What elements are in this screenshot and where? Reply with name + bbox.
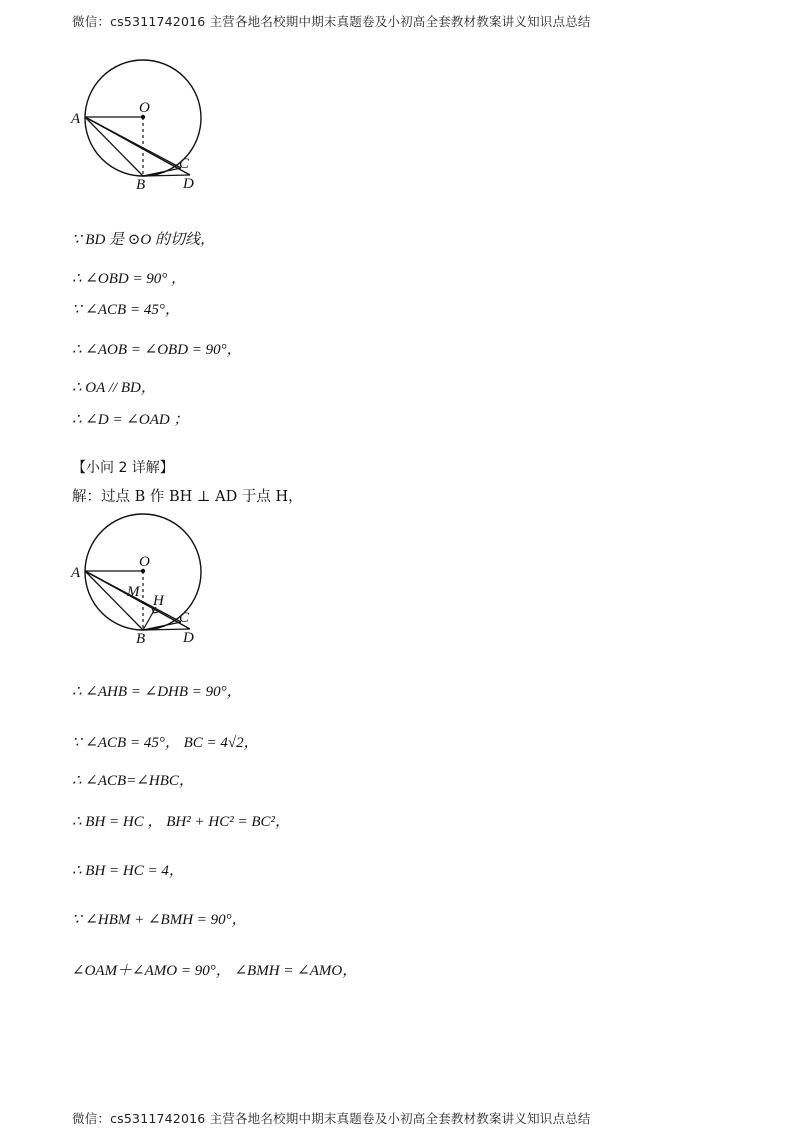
segment-ad bbox=[85, 117, 190, 175]
step-line: ∠OAM＋∠AMO = 90°， ∠BMH = ∠AMO， bbox=[72, 963, 358, 979]
step-line: ∴ ∠AHB = ∠DHB = 90°， bbox=[72, 684, 242, 700]
label-b: B bbox=[136, 631, 146, 647]
label-o: O bbox=[139, 100, 150, 116]
section-title: 【小问 2 详解】 bbox=[72, 460, 174, 476]
label-a: A bbox=[71, 565, 81, 581]
step-line: ∴ ∠AOB = ∠OBD = 90°， bbox=[72, 342, 242, 358]
label-b: B bbox=[136, 177, 146, 193]
step-line: ∴ ∠OBD = 90° ， bbox=[72, 271, 187, 287]
page-footer: 微信：cs5311742016 主营各地名校期中期末真题卷及小初高全套教材教案讲义知识点总结 bbox=[72, 1111, 591, 1126]
label-m: M bbox=[127, 584, 140, 600]
step-line: ∴ ∠D = ∠OAD ； bbox=[72, 412, 189, 428]
step-line: ∴ BH = HC ， BH² + HC² = BC²， bbox=[72, 814, 290, 830]
step-line: ∵ ∠ACB = 45°， bbox=[72, 302, 180, 318]
step-line: ∴ ∠ACB=∠HBC， bbox=[72, 773, 194, 789]
segment-ab bbox=[85, 571, 143, 630]
step-line: ∵ ∠ACB = 45°， BC = 4√2， bbox=[72, 735, 259, 751]
geometry-figure-2 bbox=[68, 512, 238, 652]
step-line: ∵ ∠HBM + ∠BMH = 90°， bbox=[72, 912, 247, 928]
solution-intro: 解：过点 B 作 BH ⊥ AD 于点 H， bbox=[72, 489, 303, 505]
segment-bh bbox=[143, 607, 156, 630]
label-d: D bbox=[183, 630, 194, 646]
label-d: D bbox=[183, 176, 194, 192]
page-header: 微信：cs5311742016 主营各地名校期中期末真题卷及小初高全套教材教案讲义知识点总结 bbox=[72, 14, 591, 29]
step-line: ∵ BD 是 ⊙O 的切线， bbox=[72, 232, 215, 248]
label-a: A bbox=[71, 111, 81, 127]
geometry-figure-1 bbox=[68, 58, 238, 198]
segment-ab bbox=[85, 117, 143, 176]
segment-ad bbox=[85, 571, 190, 629]
label-h: H bbox=[153, 593, 164, 609]
step-line: ∴ OA // BD， bbox=[72, 380, 156, 396]
step-line: ∴ BH = HC = 4， bbox=[72, 863, 184, 879]
label-o: O bbox=[139, 554, 150, 570]
label-c: C bbox=[179, 610, 190, 626]
label-c: C bbox=[179, 156, 190, 172]
